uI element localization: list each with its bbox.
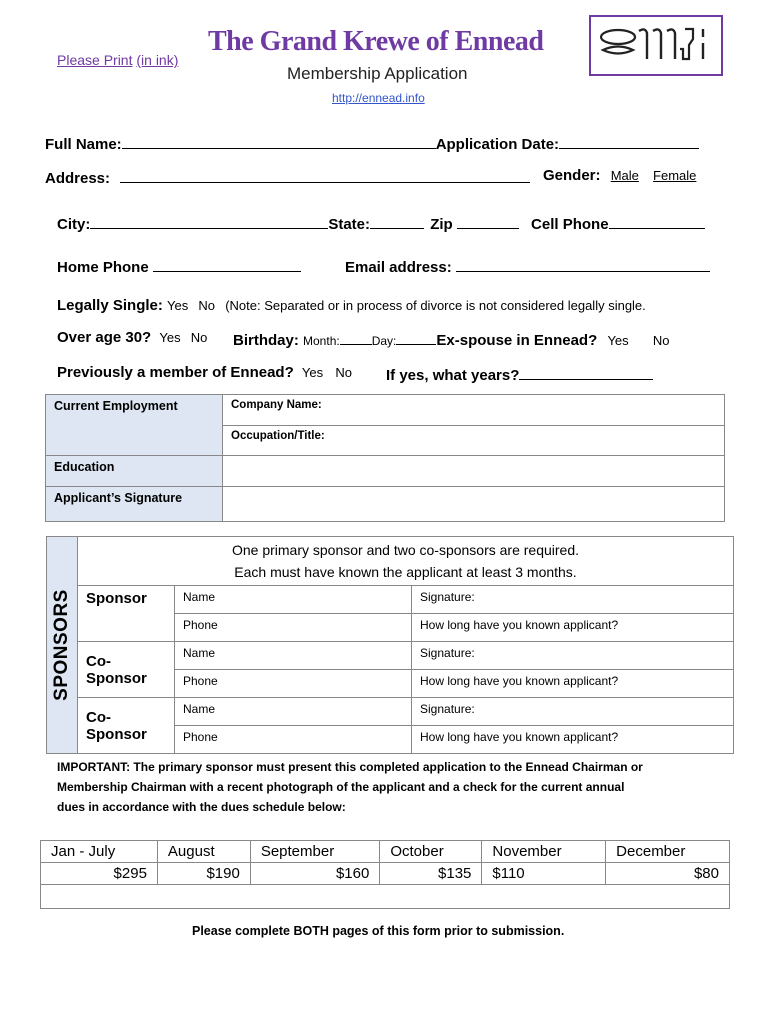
footer-note: Please complete BOTH pages of this form prior to submission. — [192, 924, 565, 938]
sponsor-how-long-field[interactable]: How long have you known applicant? — [412, 614, 734, 642]
over-30-row — [57, 329, 207, 346]
ex-spouse-no[interactable]: No — [652, 333, 670, 348]
co-sponsor-1-role: Co-Sponsor — [78, 642, 175, 698]
website-link[interactable]: http://ennead.info — [332, 91, 425, 105]
city-label: City: — [57, 216, 91, 233]
full-name-label: Full Name: — [45, 136, 122, 153]
application-date-label: Application Date: — [435, 136, 560, 153]
home-phone-field[interactable] — [153, 256, 301, 272]
previous-years-label: If yes, what years? — [386, 367, 520, 384]
birthday-month-field[interactable] — [340, 329, 372, 345]
dues-month: December — [606, 841, 730, 863]
dues-amounts-row — [41, 863, 730, 885]
address-row — [45, 167, 530, 187]
sponsor-signature-field[interactable]: Signature: — [412, 586, 734, 614]
hieroglyph-seal-icon — [589, 15, 723, 76]
in-ink-text: (in ink) — [136, 52, 179, 68]
full-name-row — [45, 133, 699, 153]
home-phone-label: Home Phone — [57, 259, 149, 276]
co-sponsor-2-how-long-field[interactable]: How long have you known applicant? — [412, 726, 734, 754]
cell-phone-field[interactable] — [609, 213, 705, 229]
dues-amount: $135 — [380, 863, 482, 885]
previous-years-field[interactable] — [519, 364, 653, 380]
important-line3: dues in accordance with the dues schedule below: — [57, 800, 346, 814]
previous-years-row — [386, 364, 653, 384]
application-date-field[interactable] — [559, 133, 699, 149]
legally-single-no[interactable]: No — [198, 298, 216, 313]
home-phone-row — [57, 256, 301, 276]
legally-single-yes[interactable]: Yes — [167, 298, 189, 313]
previous-member-yes[interactable]: Yes — [301, 365, 324, 380]
over-30-yes[interactable]: Yes — [159, 330, 181, 345]
important-note — [57, 757, 643, 817]
cell-phone-label: Cell Phone — [531, 216, 609, 233]
please-print-text: Please Print — [57, 52, 133, 68]
important-line1: IMPORTANT: The primary sponsor must present this completed application to the Ennead Chairman or — [57, 760, 643, 774]
birthday-label: Birthday: — [233, 332, 299, 349]
dues-month: November — [482, 841, 606, 863]
sponsors-side-text: SPONSORS — [51, 589, 72, 701]
gender-row — [543, 167, 696, 184]
co-sponsor-1-how-long-field[interactable]: How long have you known applicant? — [412, 670, 734, 698]
dues-blank-cell — [41, 885, 730, 909]
ex-spouse-label: Ex-spouse in Ennead? — [436, 332, 598, 349]
sponsors-header-line1: One primary sponsor and two co-sponsors are required. — [231, 542, 580, 558]
legally-single-note: (Note: Separated or in process of divorce is not considered legally single. — [225, 298, 646, 313]
company-name-field[interactable]: Company Name: — [223, 395, 725, 426]
occupation-field[interactable]: Occupation/Title: — [223, 426, 725, 456]
co-sponsor-2-signature-field[interactable]: Signature: — [412, 698, 734, 726]
dues-month: October — [380, 841, 482, 863]
address-label: Address: — [45, 170, 111, 187]
sponsors-header — [78, 537, 734, 586]
dues-amount: $110 — [482, 863, 606, 885]
sponsors-side-label — [47, 537, 78, 754]
city-row — [57, 213, 705, 233]
legally-single-label: Legally Single: — [57, 297, 163, 314]
dues-amount: $160 — [250, 863, 380, 885]
dues-months-row — [41, 841, 730, 863]
applicant-signature-field[interactable] — [223, 487, 725, 522]
co-sponsor-1-name-field[interactable]: Name — [175, 642, 412, 670]
co-sponsor-2-role: Co-Sponsor — [78, 698, 175, 754]
dues-month: September — [250, 841, 380, 863]
co-sponsor-2-phone-field[interactable]: Phone — [175, 726, 412, 754]
dues-amount: $190 — [157, 863, 250, 885]
over-30-no[interactable]: No — [190, 330, 208, 345]
state-label: State: — [328, 216, 371, 233]
zip-label: Zip — [430, 216, 453, 233]
state-field[interactable] — [370, 213, 424, 229]
full-name-field[interactable] — [122, 133, 436, 149]
please-print-note — [57, 52, 178, 68]
birthday-row — [233, 329, 669, 349]
applicant-signature-label: Applicant’s Signature — [46, 487, 223, 522]
page-subtitle: Membership Application — [287, 64, 468, 83]
page-title: The Grand Krewe of Ennead — [208, 26, 544, 57]
over-30-label: Over age 30? — [57, 329, 152, 346]
employment-table — [45, 394, 725, 522]
gender-label: Gender: — [543, 167, 601, 184]
dues-month: August — [157, 841, 250, 863]
ex-spouse-yes[interactable]: Yes — [607, 333, 629, 348]
gender-male-option[interactable]: Male — [610, 168, 639, 183]
gender-female-option[interactable]: Female — [653, 168, 697, 183]
dues-amount: $80 — [606, 863, 730, 885]
sponsor-name-field[interactable]: Name — [175, 586, 412, 614]
co-sponsor-1-phone-field[interactable]: Phone — [175, 670, 412, 698]
current-employment-label: Current Employment — [46, 395, 223, 456]
sponsors-header-line2: Each must have known the applicant at least 3 months. — [234, 564, 577, 580]
co-sponsor-2-name-field[interactable]: Name — [175, 698, 412, 726]
dues-amount: $295 — [41, 863, 158, 885]
email-row — [345, 256, 710, 276]
zip-field[interactable] — [457, 213, 519, 229]
birthday-day-label: Day: — [371, 334, 397, 348]
co-sponsor-1-signature-field[interactable]: Signature: — [412, 642, 734, 670]
important-line2: Membership Chairman with a recent photograph of the applicant and a check for the current annual — [57, 780, 625, 794]
dues-table — [40, 840, 730, 909]
city-field[interactable] — [90, 213, 328, 229]
dues-month: Jan - July — [41, 841, 158, 863]
dues-blank-row — [41, 885, 730, 909]
education-label: Education — [46, 456, 223, 487]
previous-member-label: Previously a member of Ennead? — [57, 364, 294, 381]
previous-member-no[interactable]: No — [335, 365, 352, 380]
birthday-month-label: Month: — [303, 334, 340, 348]
legally-single-row — [57, 297, 646, 314]
previous-member-row — [57, 364, 352, 381]
email-label: Email address: — [345, 259, 452, 276]
education-field[interactable] — [223, 456, 725, 487]
email-field[interactable] — [456, 256, 710, 272]
address-field[interactable] — [120, 167, 530, 183]
sponsors-table — [46, 536, 734, 754]
sponsor-phone-field[interactable]: Phone — [175, 614, 412, 642]
birthday-day-field[interactable] — [396, 329, 436, 345]
sponsor-role: Sponsor — [78, 586, 175, 642]
